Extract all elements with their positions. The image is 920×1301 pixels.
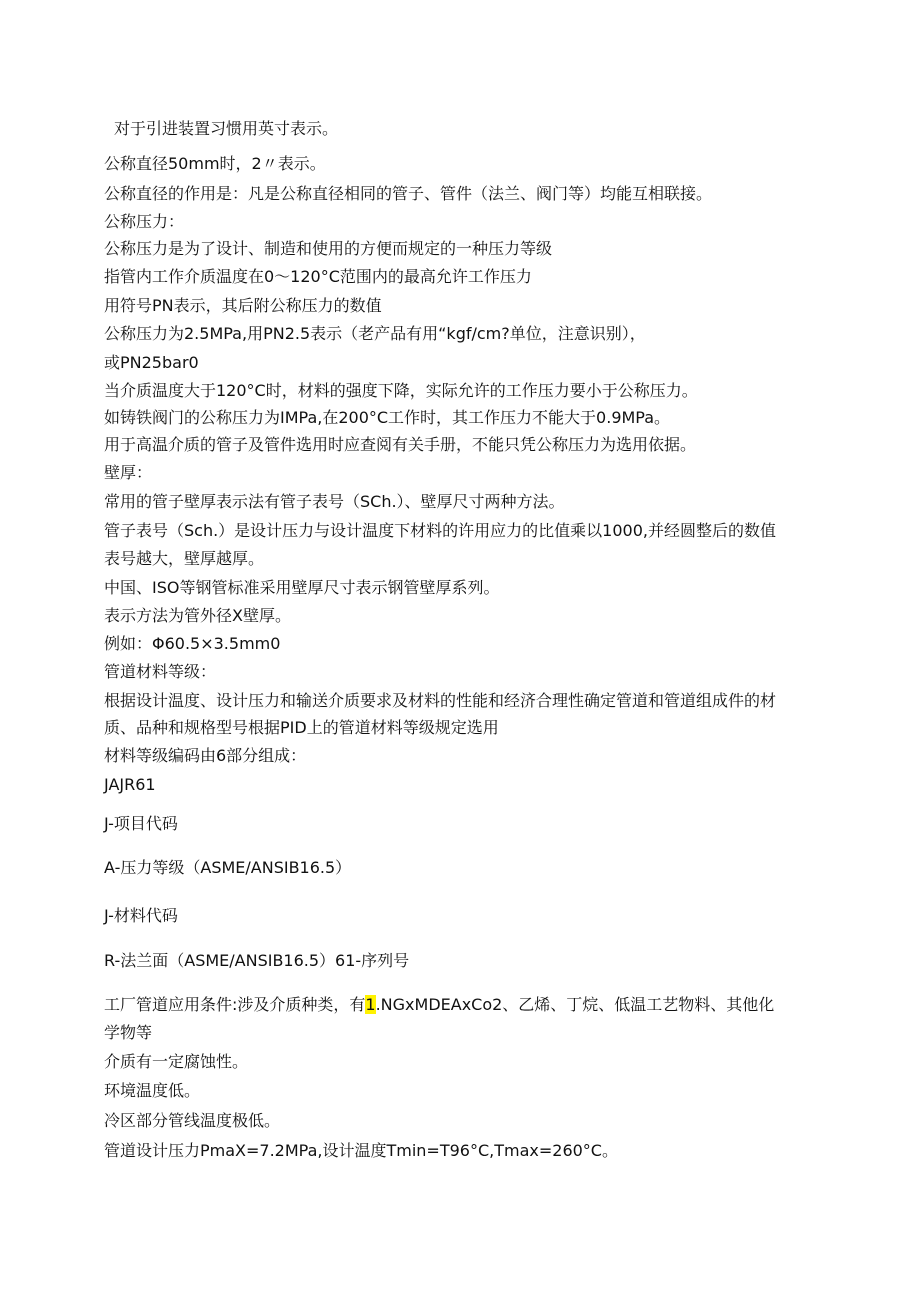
text-line-imperial-units: 对于引进装置习惯用英寸表示。	[114, 119, 339, 138]
text-line-chemicals: 学物等	[104, 1023, 153, 1042]
text-line-example: 例如：Φ60.5×3.5mm0	[104, 634, 281, 653]
application-text-before: 工厂管道应用条件:涉及介质种类，有	[104, 995, 366, 1014]
text-line-corrosive: 介质有一定腐蚀性。	[104, 1052, 249, 1071]
text-line-thickness-methods: 常用的管子壁厚表示法有管子表号（SCh.）、壁厚尺寸两种方法。	[104, 492, 565, 511]
highlighted-text: 1	[365, 995, 376, 1014]
text-line-code: JAJR61	[104, 775, 156, 794]
text-line-dn50: 公称直径50mm时，2〃表示。	[104, 154, 326, 173]
text-line-low-ambient: 环境温度低。	[104, 1081, 201, 1100]
text-line-high-temp: 当介质温度大于120°C时，材料的强度下降，实际允许的工作压力要小于公称压力。	[104, 381, 698, 400]
text-line-pn-symbol: 用符号PN表示，其后附公称压力的数值	[104, 296, 382, 315]
text-line-cold-zone: 冷区部分管线温度极低。	[104, 1111, 281, 1130]
text-line-application-conditions	[104, 994, 774, 1016]
text-line-pressure-definition: 公称压力是为了设计、制造和使用的方便而规定的一种压力等级	[104, 239, 553, 258]
text-line-flange-face: R-法兰面（ASME/ANSIB16.5）61-序列号	[104, 951, 410, 970]
heading-wall-thickness: 壁厚：	[104, 463, 153, 482]
text-line-code-parts: 材料等级编码由6部分组成：	[104, 746, 307, 765]
application-text-after: .NGxMDEAxCo2、乙烯、丁烷、低温工艺物料、其他化	[375, 995, 775, 1014]
text-line-material-code: J-材料代码	[104, 906, 178, 925]
text-line-pn-example: 公称压力为2.5MPa,用PN2.5表示（老产品有用“kgf/cm?单位，注意识别），	[104, 324, 646, 343]
text-line-notation: 表示方法为管外径X壁厚。	[104, 606, 291, 625]
text-line-dn-purpose: 公称直径的作用是：凡是公称直径相同的管子、管件（法兰、阀门等）均能互相联接。	[104, 184, 713, 203]
text-line-pressure-class: A-压力等级（ASME/ANSIB16.5）	[104, 858, 352, 877]
text-line-project-code: J-项目代码	[104, 814, 178, 833]
text-line-schedule-larger: 表号越大，壁厚越厚。	[104, 549, 265, 568]
text-line-design-conditions: 管道设计压力PmaX=7.2MPa,设计温度Tmin=T96°C,Tmax=260°C。	[104, 1141, 618, 1160]
text-line-schedule-definition: 管子表号（Sch.）是设计压力与设计温度下材料的许用应力的比值乘以1000,并经圆整后的数值	[104, 521, 776, 540]
text-line-cast-iron: 如铸铁阀门的公称压力为IMPa,在200°C工作时，其工作压力不能大于0.9MPa。	[104, 408, 671, 427]
text-line-high-temp-selection: 用于高温介质的管子及管件选用时应查阅有关手册，不能只凭公称压力为选用依据。	[104, 435, 697, 454]
text-line-pn-bar: 或PN25bar0	[104, 353, 199, 372]
text-line-material-selection-1: 根据设计温度、设计压力和输送介质要求及材料的性能和经济合理性确定管道和管道组成件的材	[104, 691, 777, 710]
heading-nominal-pressure: 公称压力：	[104, 212, 185, 231]
heading-material-class: 管道材料等级：	[104, 662, 217, 681]
text-line-iso-standard: 中国、ISO等钢管标准采用壁厚尺寸表示钢管壁厚系列。	[104, 578, 500, 597]
text-line-material-selection-2: 质、品种和规格型号根据PID上的管道材料等级规定选用	[104, 718, 499, 737]
text-line-pressure-temperature: 指管内工作介质温度在0〜120°C范围内的最高允许工作压力	[104, 267, 532, 286]
